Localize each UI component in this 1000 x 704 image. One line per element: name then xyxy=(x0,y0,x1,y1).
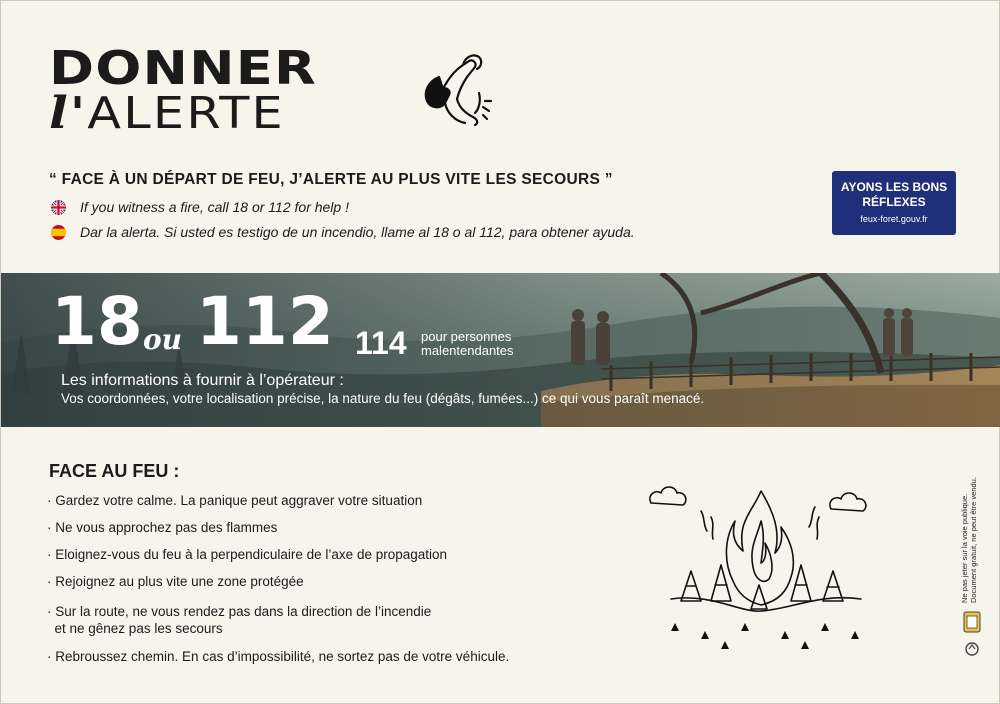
title-alerte-text: ALERTE xyxy=(87,88,285,139)
phone-hand-icon xyxy=(419,47,495,129)
operator-info-title: Les informations à fournir à l’opérateur : xyxy=(61,372,344,389)
english-text: If you witness a fire, call 18 or 112 for help ! xyxy=(80,199,349,215)
emergency-number-112: 112 xyxy=(196,283,334,360)
recycle-icon xyxy=(963,611,981,659)
title-donner: DONNER xyxy=(49,41,318,95)
page-title xyxy=(49,41,318,139)
title-script: l' xyxy=(49,88,88,139)
tip-item: · Rebroussez chemin. En cas d’impossibilité, ne sortez pas de votre véhicule. xyxy=(47,649,510,664)
tip-item: · Sur la route, ne vous rendez pas dans la direction de l’incendie xyxy=(47,604,432,619)
face-fire-title: FACE AU FEU : xyxy=(49,461,180,481)
badge-url: feux-foret.gouv.fr xyxy=(860,214,928,224)
badge-line2: RÉFLEXES xyxy=(862,195,926,209)
forest-fire-icon xyxy=(641,481,881,656)
tip-item: · Gardez votre calme. La panique peut aggraver votre situation xyxy=(47,493,423,508)
spanish-text: Dar la alerta. Si usted es testigo de un incendio, llame al 18 o al 112, para obtener ayuda. xyxy=(80,224,635,240)
badge-line1: AYONS LES BONS xyxy=(840,180,948,194)
title-alerte xyxy=(49,88,303,139)
spain-flag-icon xyxy=(51,225,66,240)
legal-line1: Ne pas jeter sur la voie publique. xyxy=(960,493,969,603)
number-114-label: pour personnes malentendantes xyxy=(421,329,514,358)
emergency-or: ou xyxy=(143,323,183,356)
uk-flag-icon xyxy=(51,200,66,215)
emergency-number-18: 18 xyxy=(51,283,143,360)
tip-item: · Rejoignez au plus vite une zone protégée xyxy=(47,574,304,589)
tip-item: · Ne vous approchez pas des flammes xyxy=(47,520,278,535)
english-line xyxy=(51,199,349,215)
legal-notice xyxy=(944,453,984,613)
reflexes-badge[interactable] xyxy=(832,171,956,235)
spanish-line xyxy=(51,224,635,240)
tip-item: et ne gênez pas les secours xyxy=(47,621,223,636)
operator-info-text: Vos coordonnées, votre localisation précise, la nature du feu (dégâts, fumées...) ce qui vous paraît menacé. xyxy=(61,391,705,406)
legal-line2: Document gratuit, ne peut être vendu. xyxy=(969,477,978,603)
emergency-number-114: 114 xyxy=(355,325,407,361)
tip-item: · Eloignez-vous du feu à la perpendiculaire de l’axe de propagation xyxy=(47,547,448,562)
alert-quote: “ FACE À UN DÉPART DE FEU, J’ALERTE AU PLUS VITE LES SECOURS ” xyxy=(49,171,613,188)
